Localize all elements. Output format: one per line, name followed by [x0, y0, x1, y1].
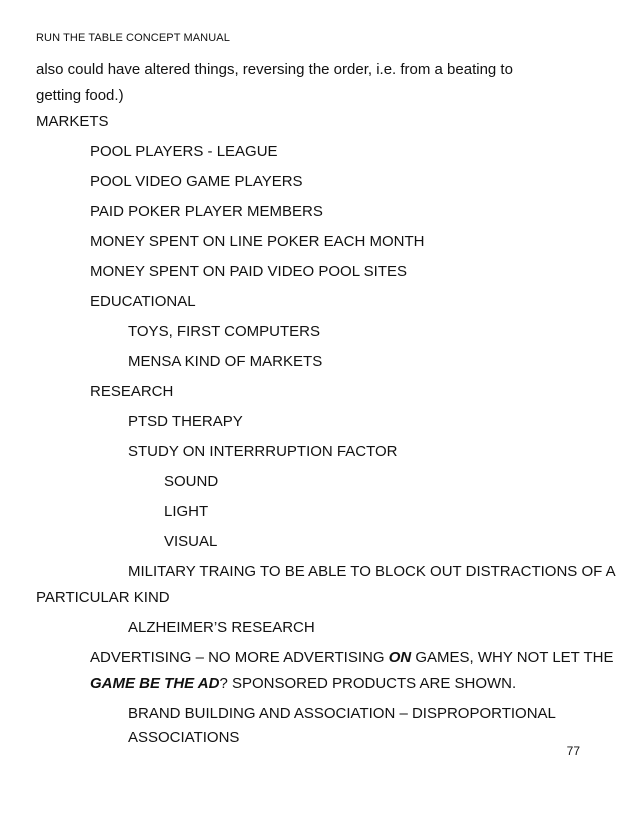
list-item-military-line-1: MILITARY TRAING TO BE ABLE TO BLOCK OUT DISTRACTIONS OF A — [128, 563, 616, 580]
list-item-alzheimer: ALZHEIMER’S RESEARCH — [128, 619, 315, 636]
advertising-line-1 — [90, 648, 613, 668]
advertising-emphasis-on: ON — [388, 649, 412, 666]
list-item-brand-line-2: ASSOCIATIONS — [128, 729, 240, 746]
list-item-study: STUDY ON INTERRRUPTION FACTOR — [128, 443, 398, 460]
list-item-ptsd: PTSD THERAPY — [128, 413, 243, 430]
list-item-toys: TOYS, FIRST COMPUTERS — [128, 323, 320, 340]
running-header: RUN THE TABLE CONCEPT MANUAL — [36, 32, 230, 44]
list-item-military-line-2: PARTICULAR KIND — [36, 589, 170, 606]
list-item-visual: VISUAL — [164, 533, 218, 550]
page-number: 77 — [566, 744, 580, 758]
list-item-pool-players: POOL PLAYERS - LEAGUE — [90, 143, 278, 160]
list-item-sound: SOUND — [164, 473, 219, 490]
advertising-text-part-3: ? SPONSORED PRODUCTS ARE SHOWN. — [219, 675, 517, 692]
list-item-research: RESEARCH — [90, 383, 174, 400]
list-item-money-poker: MONEY SPENT ON LINE POKER EACH MONTH — [90, 233, 425, 250]
list-item-educational: EDUCATIONAL — [90, 293, 196, 310]
list-item-paid-poker: PAID POKER PLAYER MEMBERS — [90, 203, 323, 220]
advertising-text-part-2: GAMES, WHY NOT LET THE — [411, 649, 614, 666]
intro-line-1: also could have altered things, reversing the order, i.e. from a beating to — [36, 61, 513, 78]
intro-line-2: getting food.) — [36, 87, 124, 104]
list-item-mensa: MENSA KIND OF MARKETS — [128, 353, 323, 370]
list-item-money-pool: MONEY SPENT ON PAID VIDEO POOL SITES — [90, 263, 408, 280]
advertising-line-2 — [90, 674, 516, 694]
heading-markets: MARKETS — [36, 113, 109, 130]
list-item-light: LIGHT — [164, 503, 209, 520]
advertising-emphasis-game-ad: GAME BE THE AD — [90, 675, 220, 692]
advertising-text-part-1: ADVERTISING – NO MORE ADVERTISING — [90, 649, 389, 666]
list-item-pool-video: POOL VIDEO GAME PLAYERS — [90, 173, 303, 190]
list-item-brand-line-1: BRAND BUILDING AND ASSOCIATION – DISPROPORTIONAL — [128, 705, 556, 722]
